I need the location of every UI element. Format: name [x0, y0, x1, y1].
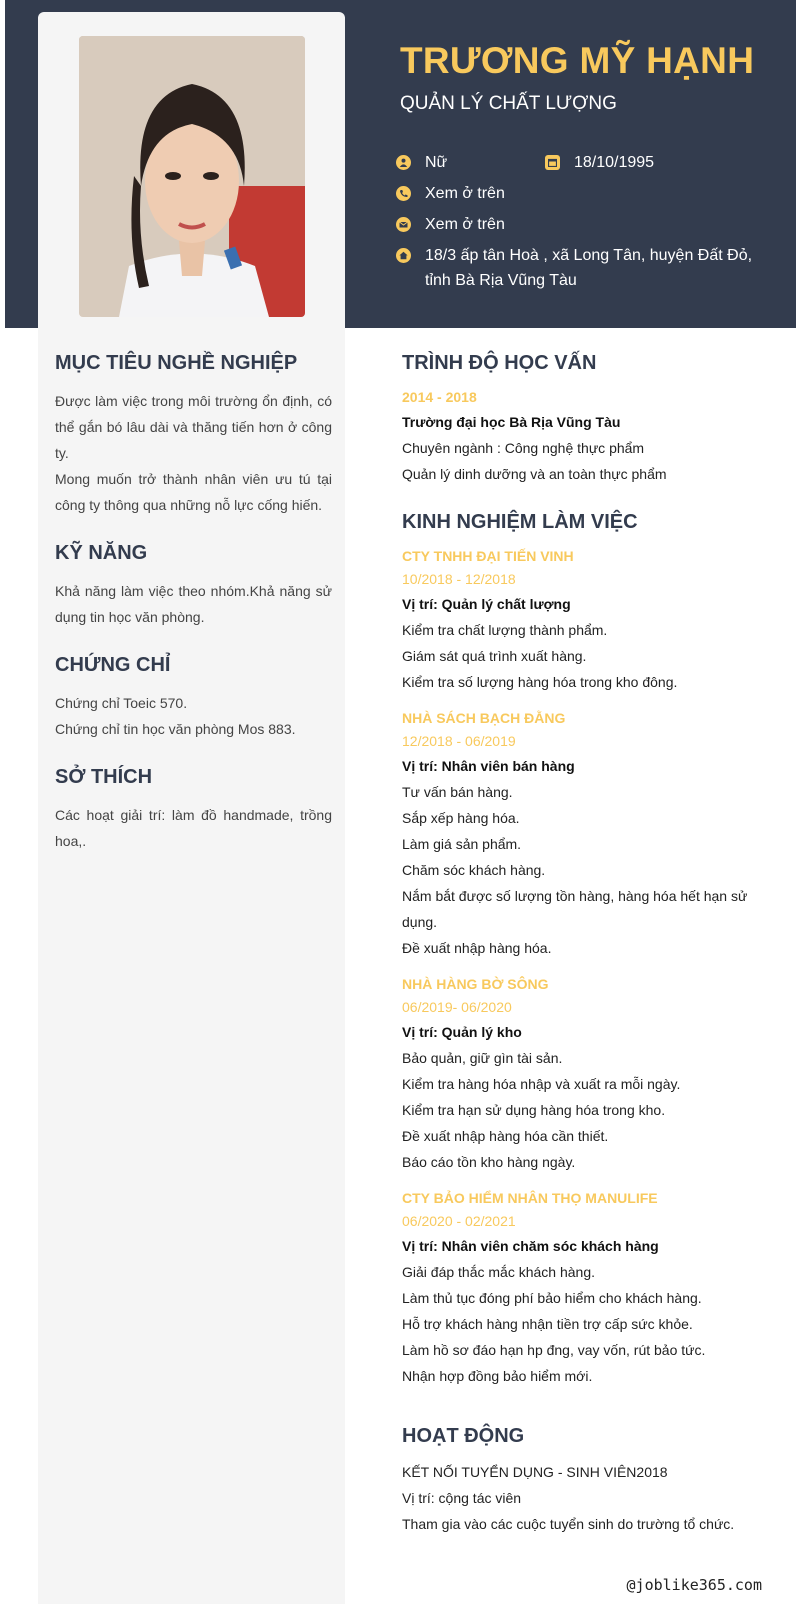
birthday-value: 18/10/1995	[574, 154, 655, 171]
job-duty: Bảo quản, giữ gìn tài sản.	[402, 1050, 563, 1066]
job-company: CTY TNHH ĐẠI TIẾN VINH	[402, 548, 574, 564]
objective-line: Mong muốn trở thành nhân viên ưu tú tại công ty thông qua những nỗ lực cống hiến.	[55, 471, 332, 513]
job-duty: Sắp xếp hàng hóa.	[402, 810, 520, 826]
email-row	[396, 212, 505, 237]
job-position: Vị trí: Nhân viên chăm sóc khách hàng	[402, 1238, 659, 1254]
job-position: Vị trí: Nhân viên bán hàng	[402, 758, 575, 774]
job-duty: Giám sát quá trình xuất hàng.	[402, 648, 587, 664]
user-icon	[396, 155, 411, 170]
profile-photo	[79, 36, 305, 317]
job-duty: Báo cáo tồn kho hàng ngày.	[402, 1154, 576, 1170]
objective-line: Được làm việc trong môi trường ổn định, có thể gắn bó lâu dài và thăng tiến hơn ở công ty.	[55, 393, 332, 461]
job-entry	[402, 1187, 762, 1389]
education-line: Chuyên ngành : Công nghệ thực phẩm	[402, 440, 645, 456]
certificates-section	[55, 652, 332, 742]
job-duty: Chăm sóc khách hàng.	[402, 862, 546, 878]
candidate-name: TRƯƠNG MỸ HẠNH	[400, 40, 755, 81]
job-duty: Làm thủ tục đóng phí bảo hiểm cho khách hàng.	[402, 1290, 702, 1306]
job-duty: Làm hồ sơ đáo hạn hp đng, vay vốn, rút bảo tức.	[402, 1342, 706, 1358]
hobbies-line: Các hoạt giải trí: làm đồ handmade, trồng hoa,.	[55, 807, 332, 849]
certificate-line: Chứng chỉ Toeic 570.	[55, 695, 188, 711]
job-duty: Đề xuất nhập hàng hóa.	[402, 940, 552, 956]
job-duty: Kiểm tra hạn sử dụng hàng hóa trong kho.	[402, 1102, 666, 1118]
job-duty: Kiểm tra chất lượng thành phẩm.	[402, 622, 608, 638]
experience-title: KINH NGHIỆM LÀM VIỆC	[402, 511, 638, 533]
job-duty: Nhận hợp đồng bảo hiểm mới.	[402, 1368, 593, 1384]
address-value: 18/3 ấp tân Hoà , xã Long Tân, huyện Đất Đỏ, tỉnh Bà Rịa Vũng Tàu	[425, 247, 753, 289]
objective-title: MỤC TIÊU NGHỀ NGHIỆP	[55, 352, 298, 374]
skills-section	[55, 540, 332, 630]
job-duty: Làm giá sản phẩm.	[402, 836, 522, 852]
job-entry	[402, 545, 762, 695]
phone-icon	[396, 186, 411, 201]
certificate-line: Chứng chỉ tin học văn phòng Mos 883.	[55, 721, 296, 737]
hobbies-section	[55, 764, 332, 854]
education-school: Trường đại học Bà Rịa Vũng Tàu	[402, 414, 621, 430]
certificates-title: CHỨNG CHỈ	[55, 654, 171, 676]
phone-row	[396, 181, 505, 206]
objective-section	[55, 350, 332, 518]
job-duty: Đề xuất nhập hàng hóa cần thiết.	[402, 1128, 609, 1144]
job-duty: Tư vấn bán hàng.	[402, 784, 513, 800]
job-period: 12/2018 - 06/2019	[402, 733, 516, 749]
skills-title: KỸ NĂNG	[55, 542, 148, 564]
home-icon	[396, 248, 411, 263]
job-duty: Nắm bắt được số lượng tồn hàng, hàng hóa hết hạn sử dụng.	[402, 888, 748, 930]
activity-line: Tham gia vào các cuộc tuyển sinh do trường tổ chức.	[402, 1516, 735, 1532]
birthday-row	[545, 150, 654, 175]
education-section	[402, 350, 762, 487]
candidate-title: QUẢN LÝ CHẤT LƯỢNG	[400, 93, 617, 114]
education-line: Quản lý dinh dưỡng và an toàn thực phẩm	[402, 466, 667, 482]
job-period: 10/2018 - 12/2018	[402, 571, 516, 587]
job-company: NHÀ SÁCH BẠCH ĐẰNG	[402, 710, 566, 726]
activity-line: Vị trí: cộng tác viên	[402, 1490, 522, 1506]
address-row	[396, 243, 756, 293]
calendar-icon	[545, 155, 560, 170]
job-company: NHÀ HÀNG BỜ SÔNG	[402, 976, 549, 992]
education-period: 2014 - 2018	[402, 389, 477, 405]
job-company: CTY BẢO HIỂM NHÂN THỌ MANULIFE	[402, 1190, 658, 1206]
job-entry	[402, 707, 762, 961]
activity-line: KẾT NỐI TUYỂN DỤNG - SINH VIÊN2018	[402, 1464, 668, 1480]
activities-section	[402, 1423, 762, 1537]
job-position: Vị trí: Quản lý chất lượng	[402, 596, 571, 612]
site-watermark: @joblike365.com	[626, 1576, 762, 1594]
email-icon	[396, 217, 411, 232]
job-duty: Kiểm tra số lượng hàng hóa trong kho đông.	[402, 674, 678, 690]
hobbies-title: SỞ THÍCH	[55, 766, 153, 788]
gender-value: Nữ	[425, 154, 448, 171]
job-duty: Kiểm tra hàng hóa nhập và xuất ra mỗi ngày.	[402, 1076, 681, 1092]
job-duty: Giải đáp thắc mắc khách hàng.	[402, 1264, 596, 1280]
gender-row	[396, 150, 447, 175]
phone-value: Xem ở trên	[425, 185, 505, 202]
job-period: 06/2020 - 02/2021	[402, 1213, 516, 1229]
job-entry	[402, 973, 762, 1175]
activities-title: HOẠT ĐỘNG	[402, 1425, 525, 1447]
job-period: 06/2019- 06/2020	[402, 999, 512, 1015]
job-position: Vị trí: Quản lý kho	[402, 1024, 522, 1040]
job-duty: Hỗ trợ khách hàng nhận tiền trợ cấp sức khỏe.	[402, 1316, 693, 1332]
email-value: Xem ở trên	[425, 216, 505, 233]
experience-section	[402, 509, 762, 1401]
education-title: TRÌNH ĐỘ HỌC VẤN	[402, 352, 597, 374]
skills-line: Khả năng làm việc theo nhóm.Khả năng sử dụng tin học văn phòng.	[55, 583, 332, 625]
